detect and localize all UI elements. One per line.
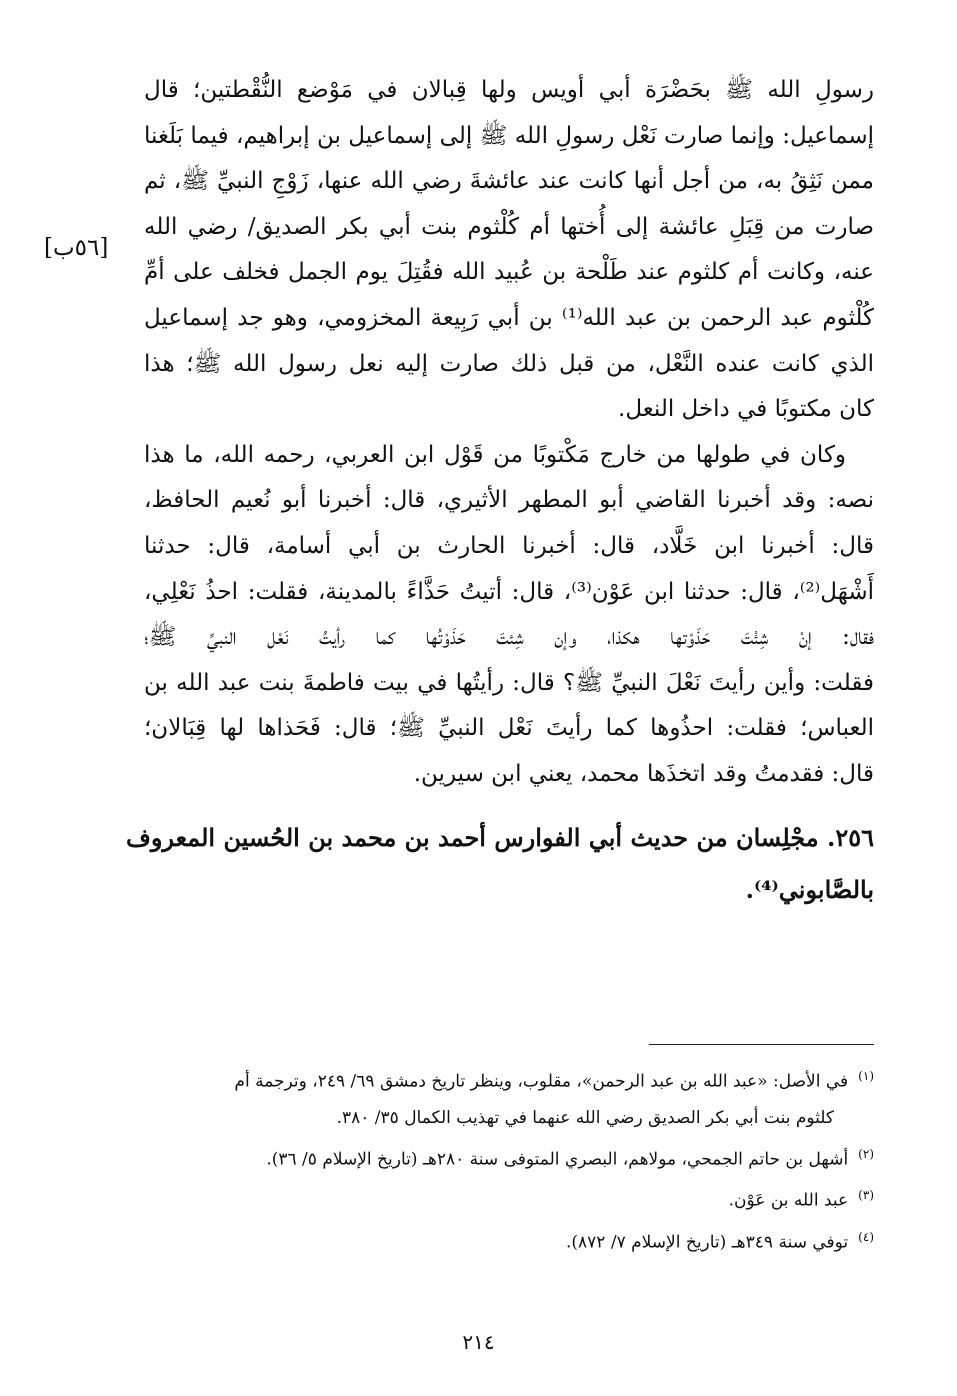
- footnote: [144, 1136, 874, 1178]
- footnote-text: أشهل بن حاتم الجمحي، مولاهم، البصري المتوفى سنة ٢٨٠هـ (تاريخ الإسلام ٥/ ٣٦).: [266, 1149, 849, 1170]
- footnote-text: عبد الله بن عَوْن.: [728, 1190, 849, 1211]
- text-line: صارت من قِبَلِ عائشة إلى أُختها أم كُلْثوم بنت أبي بكر الصديق/ رضي الله: [144, 213, 874, 240]
- text-line: وكان في طولها من خارج مَكْتوبًا من قَوْل ابن العربي، رحمه الله، ما هذا: [144, 441, 846, 468]
- footnote-separator: [649, 1044, 874, 1045]
- text-line: رسولِ الله ﷺ بحَضْرَة أبي أويس ولها قِبالان في مَوْضع النُّقْطتين؛ قال: [144, 77, 874, 103]
- text-line: فقال: إنْ شِئْتَ حَذَوْتها هكذا، وإن شِئتَ حَذَوْتُها كما رأيتُ نَعْل النبيِّ ﷺ؛: [144, 624, 874, 651]
- section-heading: ٢٥٦. مجْلِسان من حديث أبي الفوارس أحمد بن محمد بن الحُسين المعروف: [125, 822, 874, 852]
- footnote: [144, 1219, 874, 1261]
- footnote-number: (٣): [858, 1188, 874, 1203]
- text-line: قال: أخبرنا ابن خَلَّاد، قال: أخبرنا الحارث بن أبي أسامة، قال: حدثنا: [144, 532, 874, 559]
- text-line: الذي كانت عنده النَّعْل، من قبل ذلك صارت إليه نعل رسول الله ﷺ؛ هذا: [144, 350, 874, 377]
- text-line: قال: فقدمتُ وقد اتخذَها محمد، يعني ابن سيرين.: [413, 760, 874, 787]
- footnote: [144, 1177, 874, 1219]
- main-text: [125, 68, 874, 916]
- footnote-text: في الأصل: «عبد الله بن عبد الرحمن»، مقلوب، وينظر تاريخ دمشق ٦٩/ ٢٤٩، وترجمة أم: [234, 1071, 849, 1092]
- footnote-number: (١): [858, 1069, 874, 1083]
- footnote-continuation: كلثوم بنت أبي بكر الصديق رضي الله عنهما في تهذيب الكمال ٣٥/ ٣٨٠.: [336, 1107, 834, 1128]
- footnote-number: (٤): [858, 1229, 874, 1244]
- section-heading: بالصَّابوني⁽⁴⁾.: [745, 874, 874, 904]
- text-line: العباس؛ فقلت: احذُوها كما رأيتَ نَعْل النبيِّ ﷺ؛ قال: فَحَذاها لها قِبَالان؛: [144, 715, 874, 742]
- text-line: نصه: وقد أخبرنا القاضي أبو المطهر الأثيري، قال: أخبرنا أبو نُعيم الحافظ،: [144, 487, 874, 514]
- text-line: عنه، وكانت أم كلثوم عند طَلْحة بن عُبيد الله فقُتِلَ يوم الجمل فخلف على أمِّ: [144, 259, 874, 286]
- footnote-text: توفي سنة ٣٤٩هـ (تاريخ الإسلام ٧/ ٨٧٢).: [565, 1232, 849, 1253]
- text-line: كان مكتوبًا في داخل النعل.: [618, 396, 874, 423]
- footnotes: [144, 1058, 874, 1261]
- footnote: [144, 1058, 874, 1100]
- folio-marker: [٥٦ب]: [44, 235, 109, 261]
- footnote-number: (٢): [858, 1146, 874, 1161]
- text-line: كُلْثوم عبد الرحمن بن عبد الله⁽¹⁾ بن أبي رَبِيعة المخزومي، وهو جد إسماعيل: [144, 304, 874, 331]
- text-line: أَشْهَل⁽²⁾، قال: حدثنا ابن عَوْن⁽³⁾، قال: أتيتُ حَذَّاءً بالمدينة، فقلت: احذُ نَعْلِي،: [144, 578, 874, 605]
- text-line: ممن نَثِقُ به، من أجل أنها كانت عند عائشةَ رضي الله عنها، زَوْجِ النبيِّ ﷺ، ثم: [144, 168, 874, 195]
- text-line: إسماعيل: وإنما صارت نَعْل رسولِ الله ﷺ إلى إسماعيل بن إبراهيم، فيما بَلَغنا: [144, 122, 874, 149]
- text-line: فقلت: وأين رأيتَ نَعْلَ النبيِّ ﷺ؟ قال: رأيتُها في بيت فاطمةَ بنت عبد الله بن: [144, 669, 874, 696]
- page-number: ٢١٤: [462, 1330, 495, 1354]
